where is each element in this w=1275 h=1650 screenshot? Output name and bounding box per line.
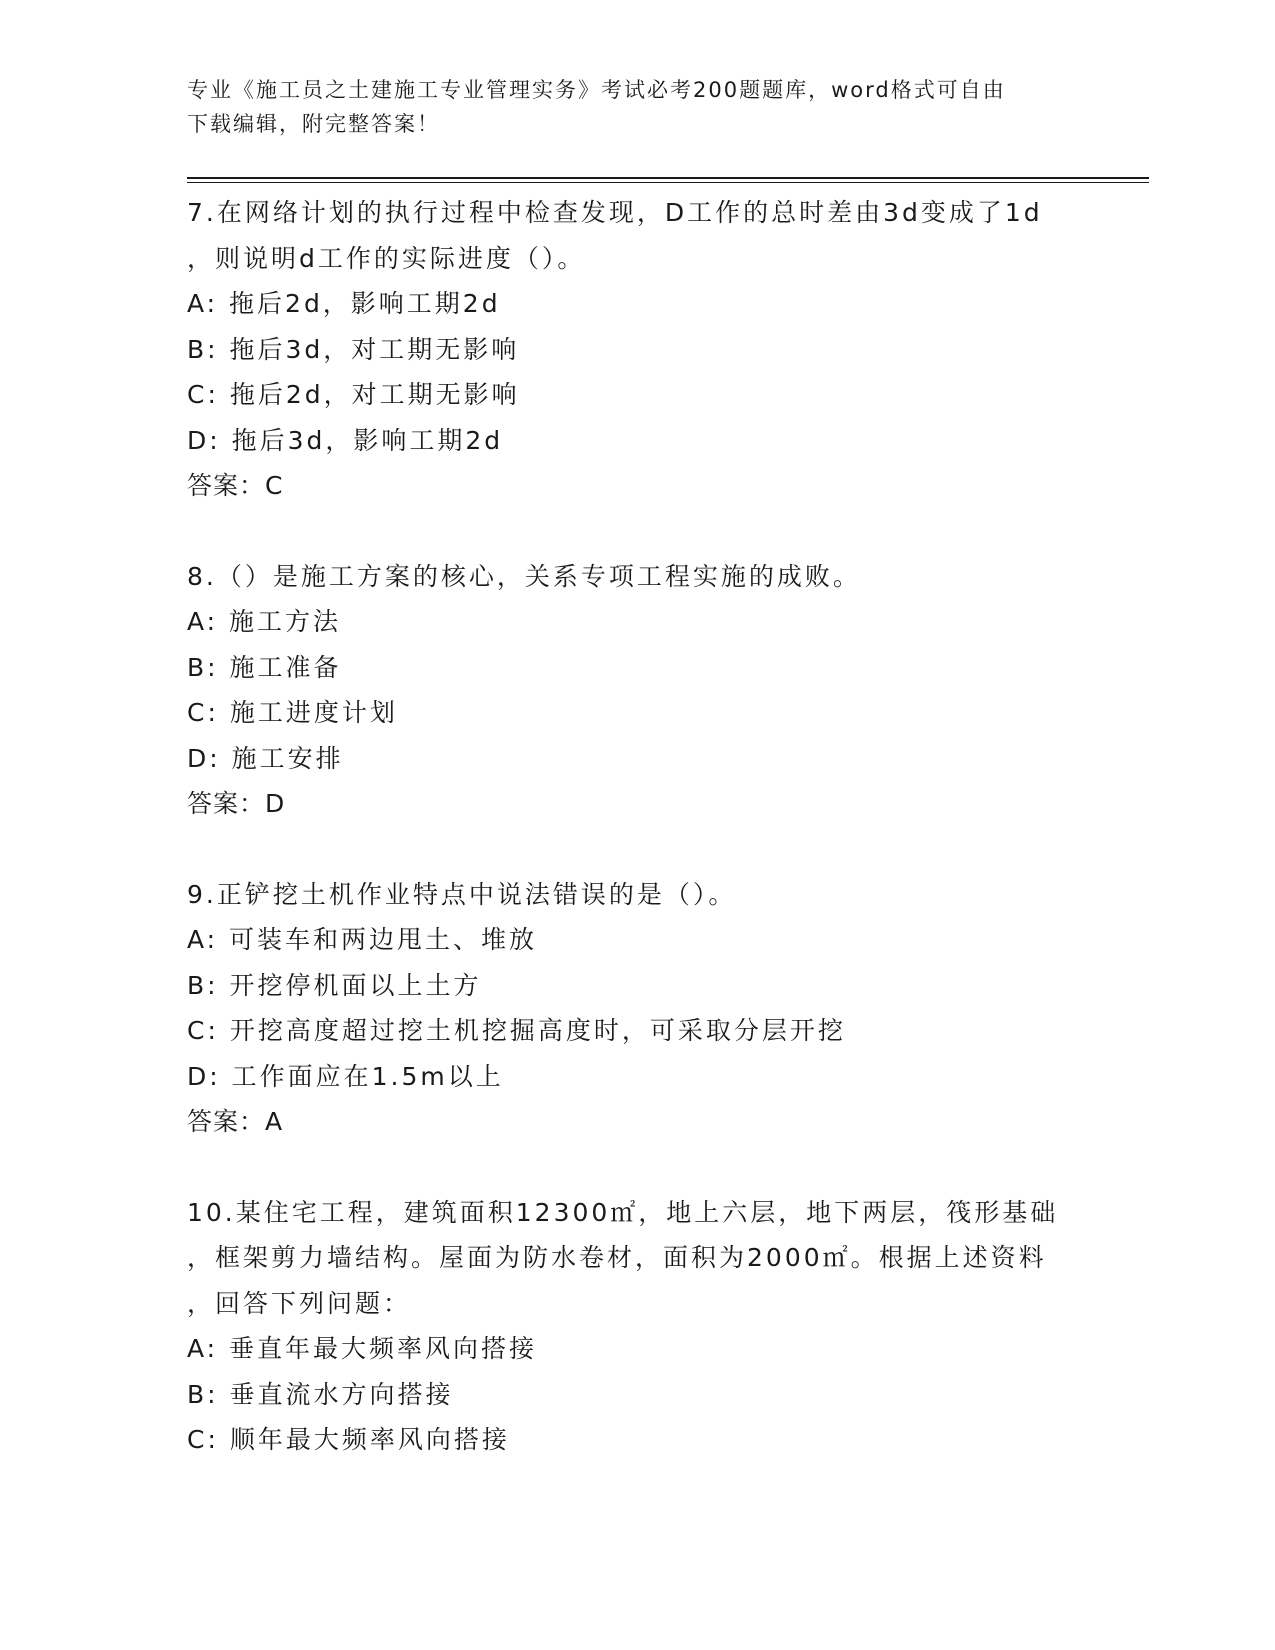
option-c: C: 拖后2d，对工期无影响 [187,380,520,409]
question-stem-line: 7.在网络计划的执行过程中检查发现，D工作的总时差由3d变成了1d [187,198,1043,227]
question-8 [187,554,1087,827]
question-list [187,190,1087,1463]
question-stem-line: 8.（）是施工方案的核心，关系专项工程实施的成败。 [187,561,861,591]
option-d: D: 工作面应在1.5m以上 [187,1061,504,1091]
option-c: C: 开挖高度超过挖土机挖掘高度时，可采取分层开挖 [187,1016,846,1045]
answer: 答案：C [187,471,284,500]
option-b: B: 开挖停机面以上土方 [187,970,482,1000]
answer: 答案：D [187,789,286,818]
header-divider [187,177,1149,183]
document-header [187,73,1087,141]
option-d: D: 拖后3d，影响工期2d [187,425,504,455]
question-10 [187,1190,1087,1463]
option-a: A: 可装车和两边甩土、堆放 [187,925,538,954]
option-c: C: 施工进度计划 [187,698,398,727]
header-line-1: 专业《施工员之土建施工专业管理实务》考试必考200题题库，word格式可自由 [187,78,1006,102]
question-stem-line: 9.正铲挖土机作业特点中说法错误的是（）。 [187,879,737,909]
option-a: A: 施工方法 [187,607,342,636]
question-7 [187,190,1087,509]
question-stem-line: ，则说明d工作的实际进度（）。 [187,243,586,273]
option-b: B: 拖后3d，对工期无影响 [187,334,520,364]
option-c: C: 顺年最大频率风向搭接 [187,1425,510,1454]
option-a: A: 拖后2d，影响工期2d [187,289,501,318]
question-9 [187,872,1087,1145]
option-a: A: 垂直年最大频率风向搭接 [187,1334,538,1363]
option-d: D: 施工安排 [187,743,344,773]
question-stem-line: ，框架剪力墙结构。屋面为防水卷材，面积为2000㎡。根据上述资料 [187,1243,1047,1272]
answer: 答案：A [187,1107,284,1136]
option-b: B: 施工准备 [187,652,342,682]
header-line-2: 下载编辑，附完整答案！ [187,112,440,136]
question-stem-line: 10.某住宅工程，建筑面积12300㎡，地上六层，地下两层，筏形基础 [187,1197,1059,1227]
question-stem-line: ，回答下列问题： [187,1288,412,1318]
option-b: B: 垂直流水方向搭接 [187,1379,454,1409]
